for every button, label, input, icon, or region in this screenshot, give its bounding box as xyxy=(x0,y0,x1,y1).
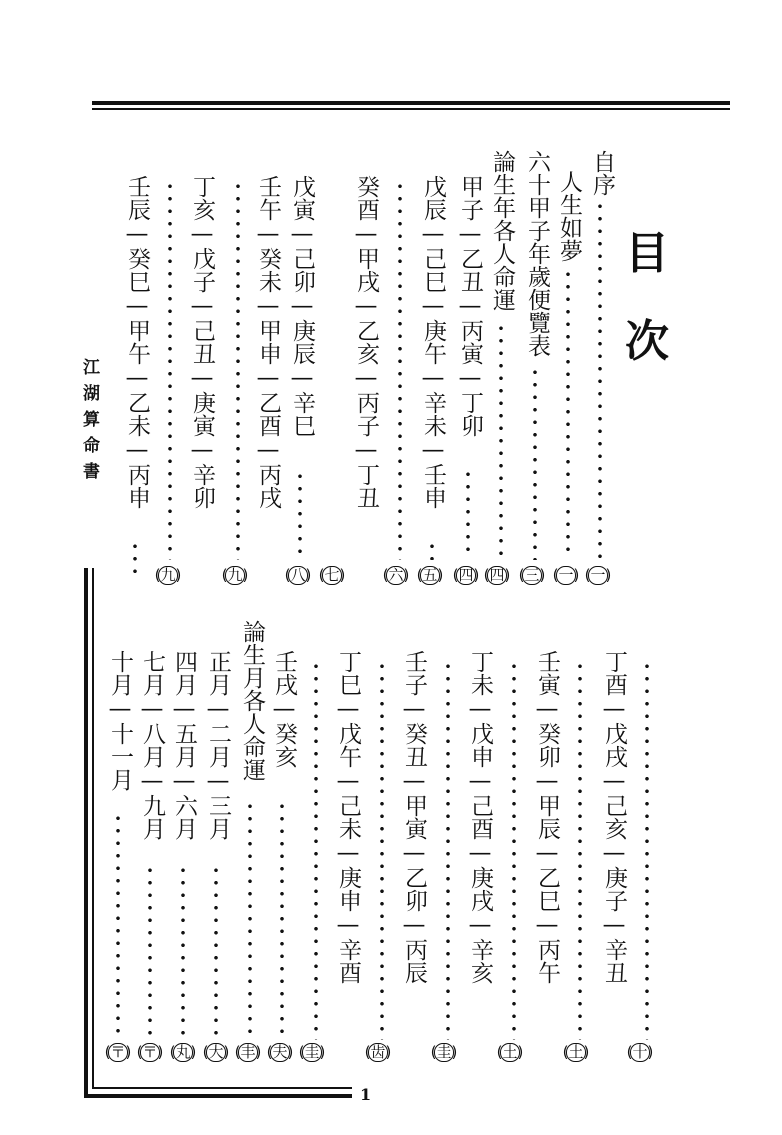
bottom-rule-thin xyxy=(92,1087,352,1089)
toc-page-number: (圭) xyxy=(298,1043,326,1061)
toc-page-number: (丰) xyxy=(234,1043,262,1061)
toc-page-number: (一) xyxy=(584,566,612,584)
toc-page-number: (夫) xyxy=(266,1043,294,1061)
bottom-rule-thick xyxy=(84,1094,352,1098)
toc-entry: 戊寅—己卯—庚辰—辛巳 xyxy=(289,175,315,437)
top-rule-thin xyxy=(92,108,730,110)
toc-page-number: (六) xyxy=(382,566,410,584)
toc-page-number: (四) xyxy=(483,566,511,584)
toc-page-number: (九) xyxy=(154,566,182,584)
toc-entry: 自序 xyxy=(589,150,615,196)
toc-page-number: (十) xyxy=(626,1043,654,1061)
toc-leader-dots xyxy=(148,864,152,1040)
toc-leader-dots xyxy=(298,470,302,560)
toc-entry: 七月—八月—九月 xyxy=(139,650,165,840)
toc-leader-dots xyxy=(533,366,537,560)
left-rule-thin xyxy=(92,568,94,1088)
toc-page-number: (七) xyxy=(318,566,346,584)
toc-leader-dots xyxy=(512,660,516,1040)
page-title-mu: 目 xyxy=(625,228,669,279)
toc-leader-dots xyxy=(645,660,649,1040)
toc-page-number: (圭) xyxy=(430,1043,458,1061)
toc-leader-dots xyxy=(181,864,185,1040)
toc-leader-dots xyxy=(466,468,470,560)
toc-page-number: (〒) xyxy=(136,1043,164,1061)
toc-page-number: (四) xyxy=(452,566,480,584)
toc-entry: 壬辰—癸巳—甲午—乙未—丙申 xyxy=(124,175,150,509)
toc-leader-dots xyxy=(499,322,503,560)
toc-page-number: (土) xyxy=(562,1043,590,1061)
toc-leader-dots xyxy=(446,660,450,1040)
toc-leader-dots xyxy=(398,180,402,560)
toc-entry: 壬戌—癸亥 xyxy=(271,650,297,768)
toc-leader-dots xyxy=(248,800,252,1040)
toc-page-number: (五) xyxy=(416,566,444,584)
toc-entry: 正月—二月—三月 xyxy=(205,650,231,840)
book-title: 江湖算命書 xyxy=(79,358,99,488)
toc-leader-dots xyxy=(280,800,284,1040)
toc-section-heading: 論生月各人命運 xyxy=(239,620,265,781)
toc-page-number: (一) xyxy=(552,566,580,584)
toc-entry: 丁亥—戊子—己丑—庚寅—辛卯 xyxy=(189,175,215,509)
toc-entry: 六十甲子年歲便覽表 xyxy=(524,150,550,357)
toc-leader-dots xyxy=(314,660,318,1040)
toc-entry: 丁巳—戊午—己未—庚申—辛酉 xyxy=(335,650,361,984)
toc-entry: 戊辰—己巳—庚午—辛未—壬申 xyxy=(420,175,446,509)
toc-leader-dots xyxy=(133,540,137,580)
page-number: 1 xyxy=(360,1085,372,1104)
toc-leader-dots xyxy=(116,812,120,1040)
toc-section-heading: 論生年各人命運 xyxy=(489,150,515,311)
toc-entry: 甲子—乙丑—丙寅—丁卯 xyxy=(457,175,483,437)
toc-entry: 丁酉—戊戌—己亥—庚子—辛丑 xyxy=(601,650,627,984)
toc-page-number: (大) xyxy=(202,1043,230,1061)
left-rule-thick xyxy=(84,568,88,1096)
toc-entry: 壬子—癸丑—甲寅—乙卯—丙辰 xyxy=(401,650,427,984)
toc-leader-dots xyxy=(578,660,582,1040)
toc-entry: 壬午—癸未—甲申—乙酉—丙戌 xyxy=(255,175,281,509)
top-rule-thick xyxy=(92,101,730,105)
toc-page-number: (土) xyxy=(496,1043,524,1061)
toc-page-number: (丸) xyxy=(169,1043,197,1061)
page-title-ci: 次 xyxy=(625,316,669,367)
toc-leader-dots xyxy=(236,180,240,560)
toc-page-number: (齿) xyxy=(364,1043,392,1061)
toc-entry: 十月—十一月 xyxy=(107,650,133,791)
toc-entry: 丁未—戊申—己酉—庚戌—辛亥 xyxy=(467,650,493,984)
toc-page-number: (九) xyxy=(221,566,249,584)
toc-page-number: (〒) xyxy=(104,1043,132,1061)
toc-entry: 四月—五月—六月 xyxy=(171,650,197,840)
toc-page-number: (三) xyxy=(518,566,546,584)
toc-entry: 人生如夢 xyxy=(556,170,582,262)
toc-leader-dots xyxy=(566,268,570,560)
toc-entry: 癸酉—甲戌—乙亥—丙子—丁丑 xyxy=(353,175,379,509)
toc-leader-dots xyxy=(168,180,172,560)
toc-leader-dots xyxy=(214,864,218,1040)
toc-leader-dots xyxy=(430,540,434,560)
toc-page-number: (八) xyxy=(284,566,312,584)
toc-leader-dots xyxy=(380,660,384,1040)
toc-entry: 壬寅—癸卯—甲辰—乙巳—丙午 xyxy=(534,650,560,984)
toc-leader-dots xyxy=(598,200,602,560)
